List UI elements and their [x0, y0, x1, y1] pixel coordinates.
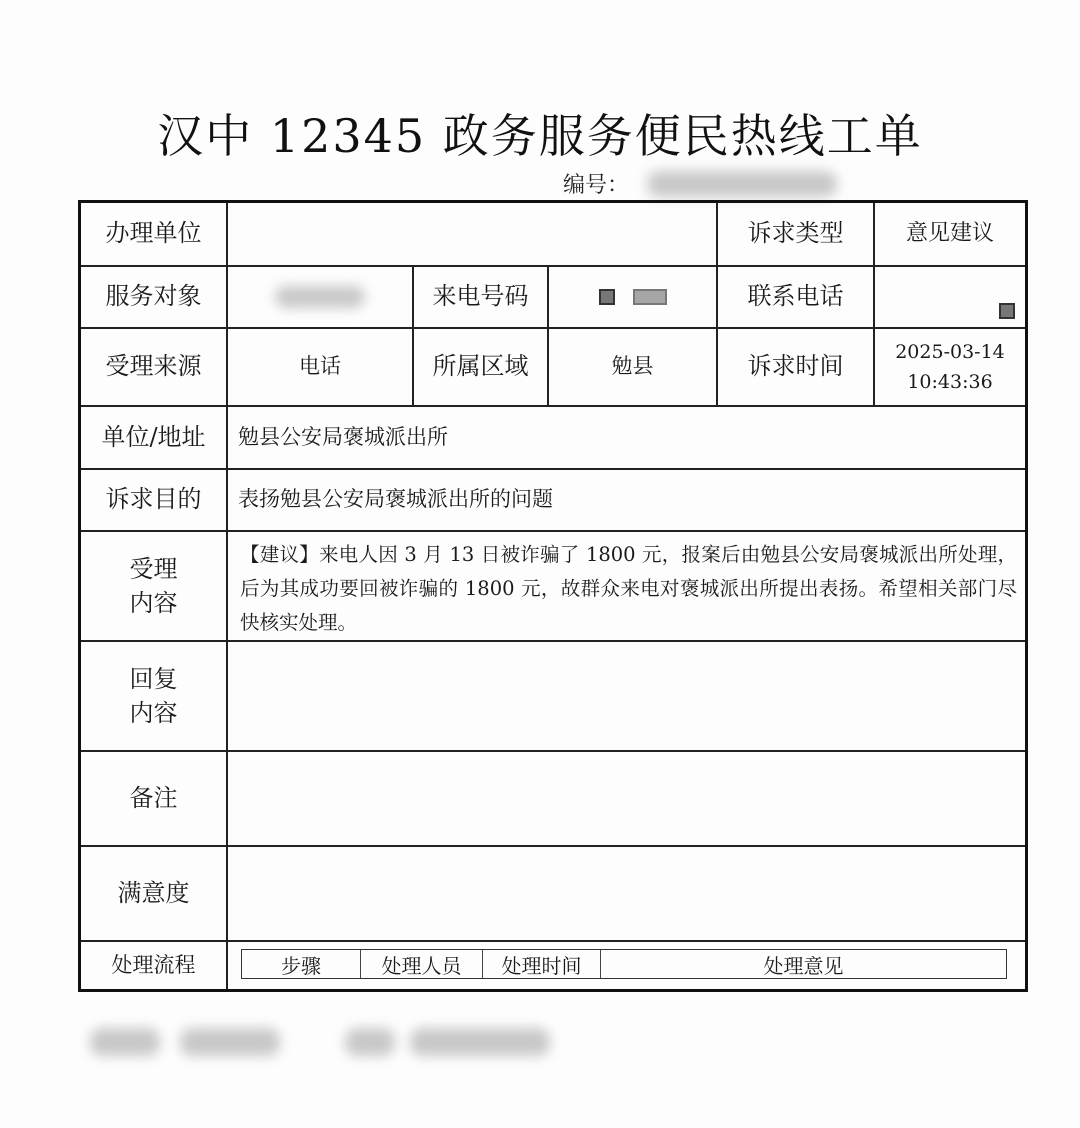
reply-content-label	[81, 642, 226, 750]
redaction-block	[599, 289, 615, 305]
remarks-label: 备注	[129, 783, 178, 812]
source-label: 受理来源	[105, 352, 202, 381]
handling-unit-value	[228, 203, 716, 265]
serial-number	[563, 168, 837, 199]
footer-redacted	[180, 1028, 280, 1056]
intake-content-label	[81, 532, 226, 640]
region-label: 所属区域	[432, 352, 529, 381]
caller-number-value	[549, 267, 716, 327]
flow-column-time: 处理时间	[482, 950, 600, 978]
region-value: 勉县	[611, 354, 654, 379]
request-date: 2025-03-14	[895, 341, 1005, 363]
purpose-label: 诉求目的	[105, 485, 202, 514]
caller-number-label: 来电号码	[432, 282, 529, 311]
service-target-redacted	[275, 286, 365, 308]
flow-column-opinion: 处理意见	[600, 950, 1006, 978]
request-time-label: 诉求时间	[747, 352, 844, 381]
serial-label: 编号：	[563, 173, 630, 198]
source-value: 电话	[299, 354, 341, 379]
serial-value-redacted	[647, 171, 837, 197]
request-type-label: 诉求类型	[747, 219, 844, 248]
footer-redacted	[90, 1028, 160, 1056]
page-title: 汉中 12345 政务服务便民热线工单	[157, 109, 923, 163]
flow-column-handler: 处理人员	[360, 950, 482, 978]
redaction-block	[633, 289, 667, 305]
contact-phone-label: 联系电话	[747, 282, 844, 311]
request-type-value: 意见建议	[905, 220, 994, 246]
process-flow-table-header	[241, 949, 1007, 979]
purpose-value: 表扬勉县公安局褒城派出所的问题	[238, 487, 553, 512]
contact-phone-value	[875, 267, 1025, 327]
request-clock: 10:43:36	[907, 371, 993, 393]
service-target-value	[228, 267, 412, 327]
satisfaction-value	[228, 847, 1025, 940]
remarks-value	[228, 752, 1025, 845]
label-line: 回复	[129, 665, 178, 693]
address-label: 单位/地址	[101, 422, 206, 451]
label-line: 内容	[129, 589, 178, 617]
work-order-form	[78, 200, 1028, 992]
label-line: 受理	[129, 555, 178, 583]
flow-column-step: 步骤	[281, 953, 321, 978]
label-line: 内容	[129, 699, 178, 727]
satisfaction-label: 满意度	[117, 878, 190, 907]
footer-redacted	[345, 1028, 395, 1056]
intake-content-value: 【建议】来电人因 3 月 13 日被诈骗了 1800 元，报案后由勉县公安局褒城派出所处理，后为其成功要回被诈骗的 1800 元，故群众来电对褒城派出所提出表扬。希望相关部门尽快核实处理。	[240, 543, 1017, 634]
request-time-value	[875, 329, 1025, 405]
reply-content-value	[228, 642, 1025, 750]
footer-redacted	[410, 1028, 550, 1056]
redaction-block	[999, 303, 1015, 319]
process-flow-label: 处理流程	[111, 952, 196, 977]
service-target-label: 服务对象	[105, 282, 202, 311]
address-value: 勉县公安局褒城派出所	[238, 424, 448, 449]
handling-unit-label: 办理单位	[105, 219, 202, 248]
